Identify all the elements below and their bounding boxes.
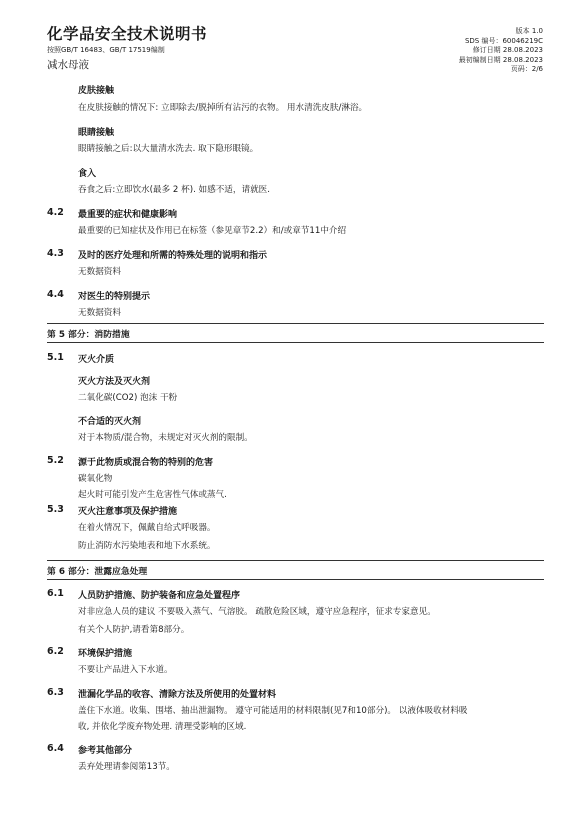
section-text: 无数据资料 (78, 308, 121, 318)
section-text: 最重要的已知症状及作用已在标签（参见章节2.2）和/或章节11中介绍 (78, 226, 347, 236)
section-number: 4.2 (47, 207, 64, 218)
ingestion-title: 食入 (78, 169, 97, 179)
section-title: 最重要的症状和健康影响 (78, 210, 178, 220)
section-number: 6.3 (47, 687, 64, 698)
skin-contact-title: 皮肤接触 (78, 86, 115, 96)
document-title: 化学品安全技术说明书 (47, 25, 208, 43)
section-title: 灭火注意事项及保护措施 (78, 507, 178, 517)
eye-contact-title: 眼睛接触 (78, 128, 115, 138)
section-number: 5.3 (47, 504, 64, 515)
section-number: 4.3 (47, 248, 64, 259)
section-title: 参考其他部分 (78, 746, 133, 756)
eye-contact-text: 眼睛接触之后:以大量清水洗去. 取下隐形眼镜。 (78, 144, 259, 154)
initial-date: 最初编制日期 28.08.2023 (458, 55, 543, 64)
section-title: 及时的医疗处理和所需的特殊处理的说明和指示 (78, 251, 268, 261)
section-text: 收, 并依化学废弃物处理. 清理受影响的区域. (78, 722, 247, 732)
page-number: 页码：2/6 (510, 65, 543, 73)
section-number: 6.1 (47, 588, 64, 599)
part-heading: 第 5 部分：消防措施 (47, 330, 130, 340)
standard-note: 按照GB/T 16483、GB/T 17519编制 (47, 46, 165, 54)
section-number: 6.4 (47, 743, 64, 754)
section-text: 防止消防水污染地表和地下水系统。 (78, 541, 216, 551)
subsection-title: 灭火方法及灭火剂 (78, 377, 151, 387)
section-title: 源于此物质或混合物的特别的危害 (78, 458, 214, 468)
part-heading: 第 6 部分：泄露应急处理 (47, 567, 148, 577)
section-number: 5.2 (47, 455, 64, 466)
section-text: 不要让产品进入下水道。 (78, 665, 173, 675)
section-text: 有关个人防护,请看第8部分。 (78, 625, 190, 635)
section-text: 起火时可能引发产生危害性气体或蒸气. (78, 490, 227, 500)
section-number: 4.4 (47, 289, 64, 300)
section-title: 人员防护措施、防护装备和应急处置程序 (78, 591, 241, 601)
section-title: 泄漏化学品的收容、清除方法及所使用的处置材料 (78, 690, 277, 700)
section-title: 对医生的特别提示 (78, 292, 151, 302)
sds-number: SDS 编号：60046219C (464, 36, 543, 45)
ingestion-text: 吞食之后:立即饮水(最多 2 杯). 如感不适，请就医. (78, 185, 271, 195)
product-name: 减水母液 (47, 59, 89, 71)
section-text: 二氧化碳(CO2) 泡沫 干粉 (78, 393, 178, 403)
section-number: 5.1 (47, 352, 64, 363)
subsection-title: 不合适的灭火剂 (78, 417, 142, 427)
version: 版本 1.0 (515, 27, 543, 35)
section-text: 丢弃处理请参阅第13节。 (78, 762, 175, 772)
divider (47, 342, 544, 343)
section-number: 6.2 (47, 646, 64, 657)
revision-date: 修订日期 28.08.2023 (472, 46, 543, 54)
divider (47, 323, 544, 324)
document-meta (383, 27, 543, 75)
section-title: 环境保护措施 (78, 649, 133, 659)
section-text: 碳氧化物 (78, 474, 113, 484)
section-text: 无数据资料 (78, 267, 121, 277)
divider (47, 560, 544, 561)
section-text: 对非应急人员的建议 不要吸入蒸气、气溶胶。 疏散危险区域，遵守应急程序，征求专家意见。 (78, 607, 436, 617)
section-text: 盖住下水道。收集、围堵、抽出泄漏物。 遵守可能适用的材料限制(见7和10部分)。 以液体吸收材料吸 (78, 706, 468, 716)
section-text: 对于本物质/混合物，未规定对灭火剂的限制。 (78, 433, 253, 443)
skin-contact-text: 在皮肤接触的情况下: 立即除去/脱掉所有沾污的衣物。 用水清洗皮肤/淋浴。 (78, 103, 368, 113)
section-title: 灭火介质 (78, 355, 115, 365)
section-text: 在着火情况下，佩戴自给式呼吸器。 (78, 523, 216, 533)
divider (47, 579, 544, 580)
